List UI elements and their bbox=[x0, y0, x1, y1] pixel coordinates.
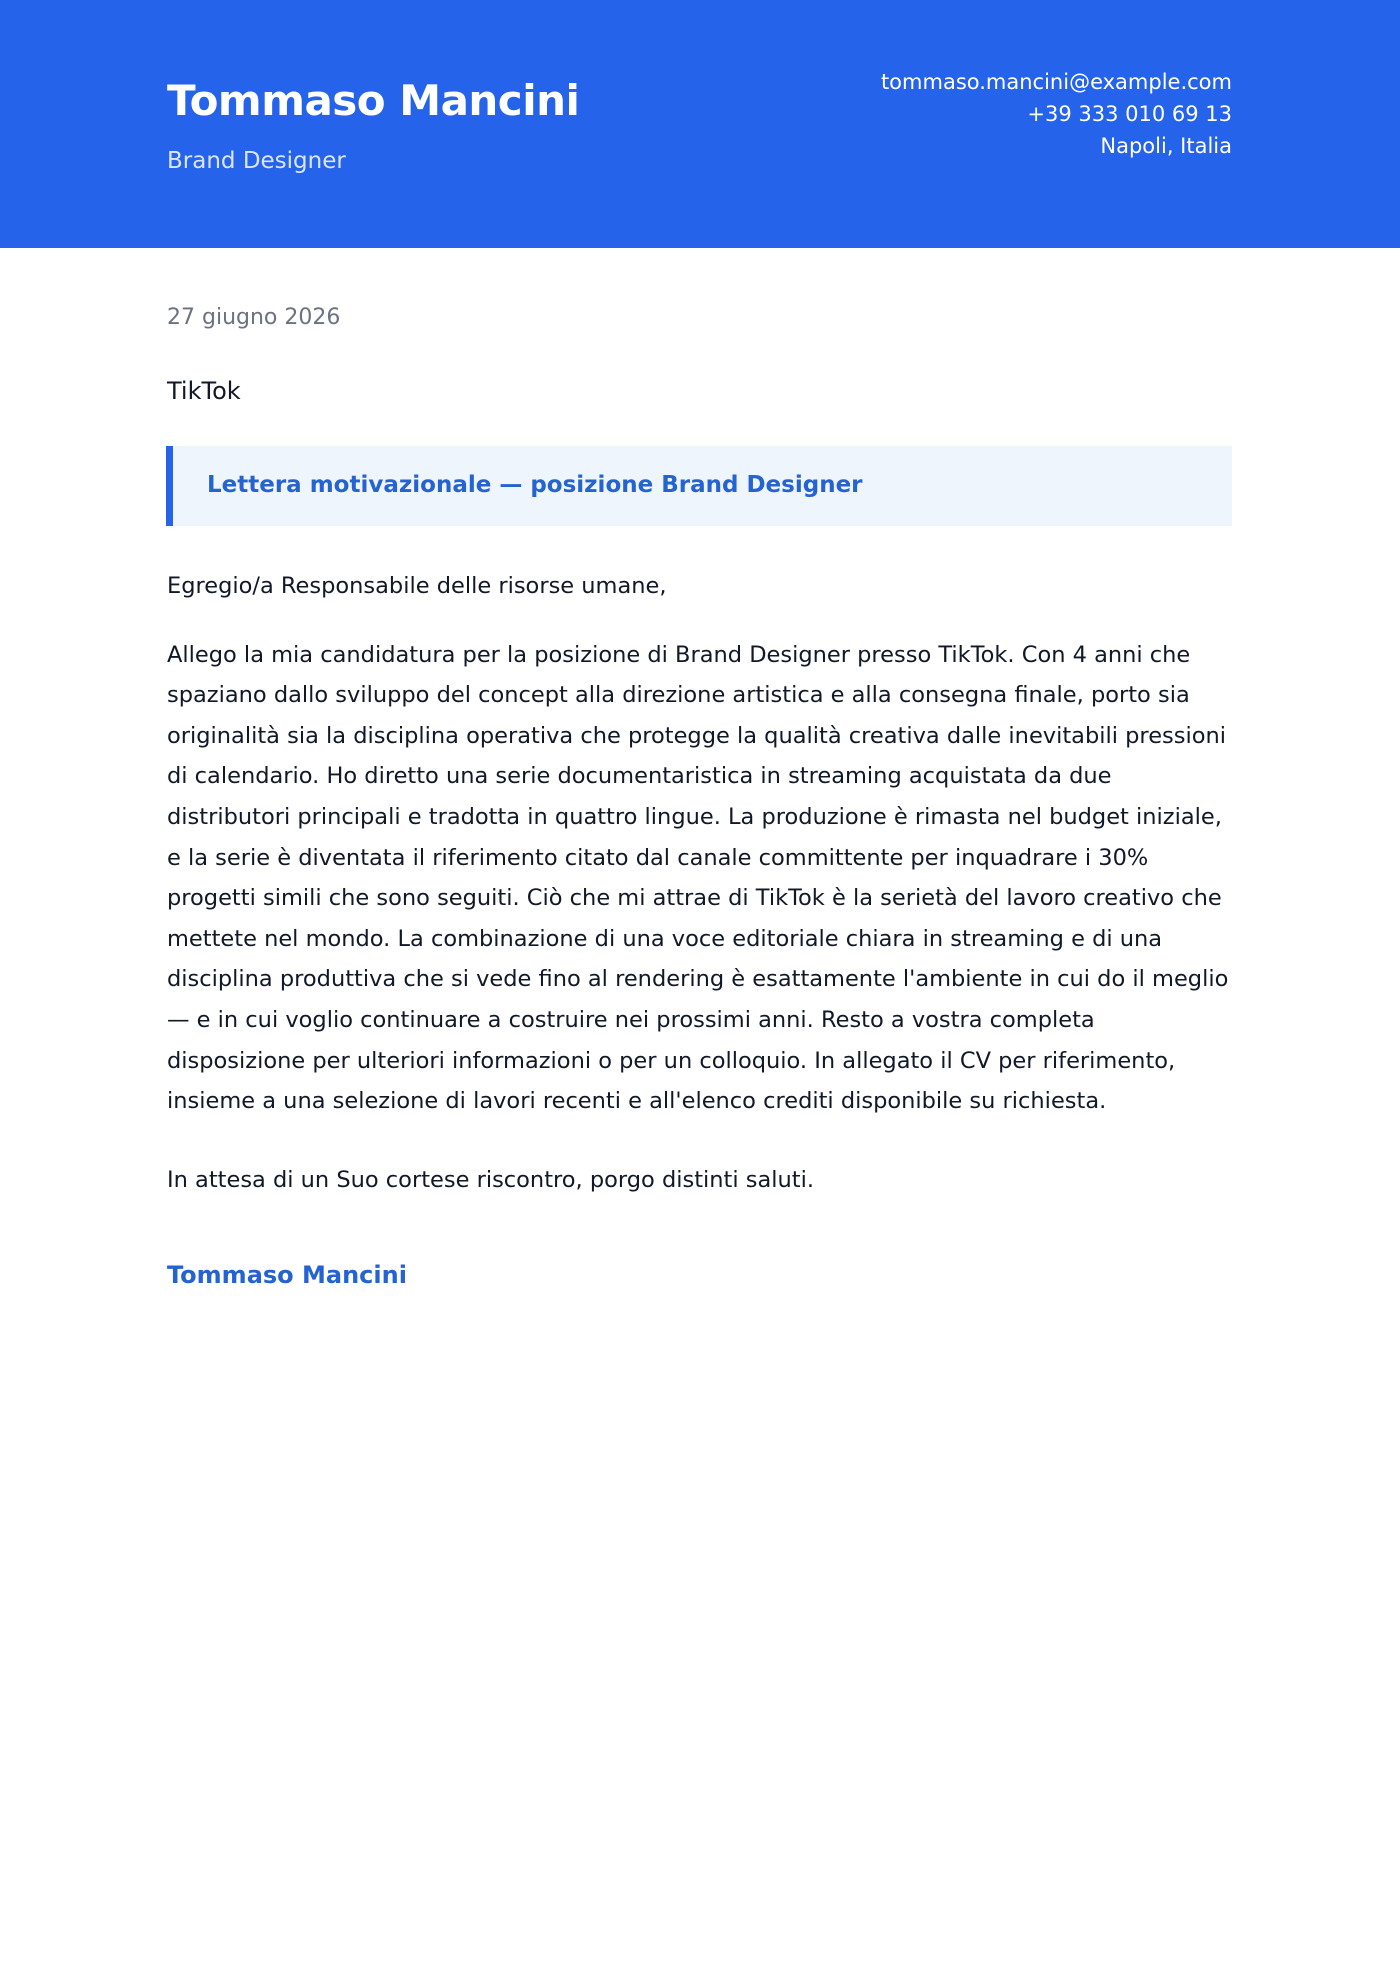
letter-closing: In attesa di un Suo cortese riscontro, porgo distinti saluti. bbox=[167, 1166, 815, 1193]
signature-name: Tommaso Mancini bbox=[167, 1261, 407, 1289]
subject-banner bbox=[166, 446, 1232, 526]
letter-paragraph: Allego la mia candidatura per la posizione di Brand Designer presso TikTok. Con 4 anni che spaziano dallo sviluppo del concept alla direzione artistica e alla consegna finale, porto sia originalità sia la disciplina operativa che protegge la qualità creativa dalle inevitabili pressioni di calendario. Ho diretto una serie documentaristica in streaming acquistata da due distributori principali e tradotta in quattro lingue. La produzione è rimasta nel budget iniziale, e la serie è diventata il riferimento citato dal canale committente per inquadrare i 30% progetti simili che sono seguiti. Ciò che mi attrae di TikTok è la serietà del lavoro creativo che mettete nel mondo. La combinazione di una voce editoriale chiara in streaming e di una disciplina produttiva che si vede fino al rendering è esattamente l'ambiente in cui do il meglio — e in cui voglio continuare a costruire nei prossimi anni. Resto a vostra completa disposizione per ulteriori informazioni o per un colloquio. In allegato il CV per riferimento, insieme a una selezione di lavori recenti e all'elenco crediti disponibile su richiesta. bbox=[167, 641, 1229, 1115]
contact-location: Napoli, Italia bbox=[1100, 134, 1232, 158]
letter-header bbox=[0, 0, 1400, 248]
sender-name: Tommaso Mancini bbox=[167, 76, 580, 125]
letter-greeting: Egregio/a Responsabile delle risorse umane, bbox=[167, 573, 667, 599]
subject-line: Lettera motivazionale — posizione Brand Designer bbox=[207, 472, 863, 498]
contact-email[interactable]: tommaso.mancini@example.com bbox=[880, 70, 1232, 94]
contact-phone[interactable]: +39 333 010 69 13 bbox=[1027, 102, 1232, 126]
contact-block bbox=[881, 66, 1232, 162]
letter-date: 27 giugno 2026 bbox=[167, 305, 341, 330]
recipient-company: TikTok bbox=[167, 377, 241, 405]
letter-body bbox=[167, 566, 1235, 1200]
sender-role: Brand Designer bbox=[167, 148, 346, 174]
